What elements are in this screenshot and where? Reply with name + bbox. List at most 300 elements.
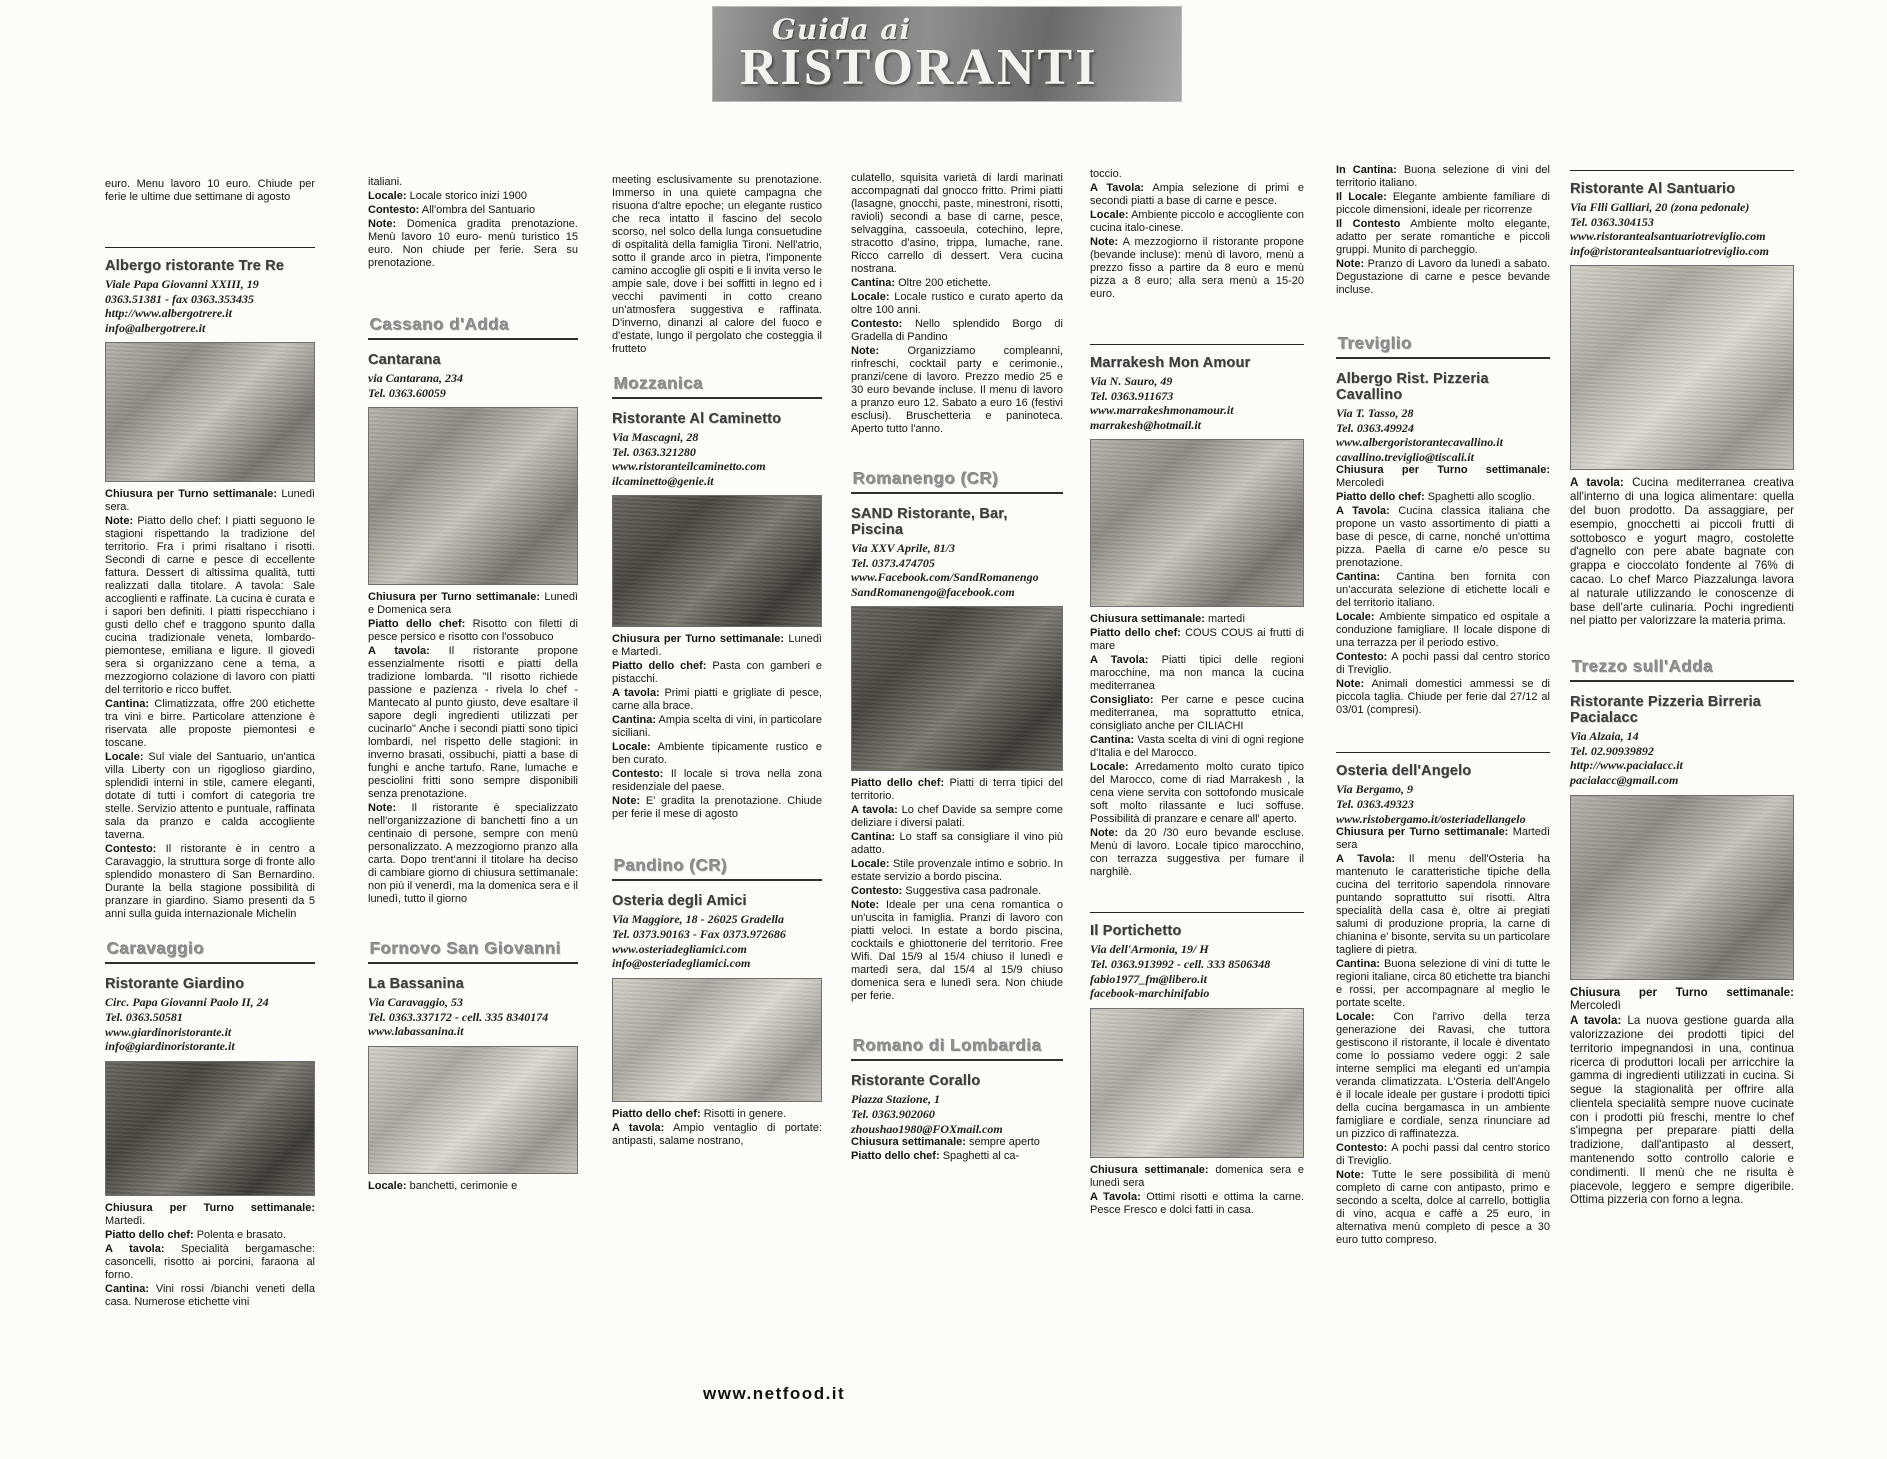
- portichetto-photo: [1090, 1008, 1304, 1158]
- field-label: Piatto dello chef:: [612, 1107, 701, 1120]
- address-line: www.Facebook.com/SandRomanengo: [851, 570, 1039, 585]
- address-line: info@osteriadegliamici.com: [612, 956, 751, 971]
- restaurant-name: Ristorante Giardino: [105, 976, 245, 993]
- tre-re-photo: [105, 342, 315, 482]
- entry-field: [368, 645, 578, 801]
- entry-field: [105, 1243, 315, 1282]
- field-text: E' gradita la prenotazione. Chiude per ferie il mese di agosto: [612, 795, 822, 821]
- field-text: Elegante ambiente familiare di piccole dimensioni, ideale per ricorrenze: [1336, 191, 1550, 216]
- address-line: info@ristorantealsantuariotreviglio.com: [1570, 243, 1770, 258]
- town-section-header: Romano di Lombardia: [851, 1036, 1063, 1061]
- spacer: [368, 271, 578, 297]
- guide-banner: [712, 6, 1182, 102]
- entry-field: [1090, 627, 1304, 653]
- entry-field: [851, 831, 1063, 857]
- field-label: Note:: [1336, 258, 1365, 270]
- address-line: Via Bergamo, 9: [1336, 782, 1414, 797]
- field-label: Chiusura per Turno settimanale:: [612, 633, 785, 646]
- address-line: Tel. 0363.902060: [851, 1106, 935, 1121]
- address-line: Tel. 0363.49323: [1336, 796, 1414, 811]
- address-line: Via N. Sauro, 49: [1090, 374, 1173, 388]
- address-line: via Cantarana, 234: [368, 371, 464, 385]
- entry-field: [1090, 182, 1304, 208]
- entry-field: [1090, 761, 1304, 826]
- restaurant-name: Osteria degli Amici: [612, 893, 747, 910]
- field-text: Arredamento molto curato tipico del Marocco, come di riad Marrakesh , la cena viene servita con sottofondo musicale soft molto rilassante e luci soffuse. Possibilità di pranzare e cenare all' aperto.: [1090, 761, 1304, 826]
- town-section-header: Trezzo sull'Adda: [1570, 657, 1794, 682]
- field-text: Per carne e pesce cucina mediterranea, ma soprattutto etnica, consigliato anche per CILIACHI: [1090, 694, 1304, 733]
- field-label: Chiusura per Turno settimanale:: [1336, 826, 1509, 839]
- pacialacc-photo: [1570, 795, 1794, 980]
- entry-field: [851, 1150, 1063, 1163]
- field-label: Contesto:: [851, 318, 903, 330]
- address-line: marrakesh@hotmail.it: [1090, 417, 1202, 432]
- address-line: http://www.albergotrere.it: [105, 306, 232, 321]
- town-section-header: Pandino (CR): [612, 856, 822, 881]
- field-text: Cantina ben fornita con un'accurata selezione di etichette locali e del territorio italiano.: [1336, 571, 1550, 610]
- entry-field: [105, 1202, 315, 1228]
- town-section-header: Fornovo San Giovanni: [368, 939, 578, 964]
- field-label: Piatto dello chef:: [1090, 627, 1181, 640]
- entry-field: [851, 345, 1063, 436]
- address-line: Via XXV Aprile, 81/3: [851, 541, 956, 555]
- address-line: Tel. 0363.50581: [105, 1009, 183, 1024]
- field-label: Consigliato:: [1090, 694, 1154, 707]
- address-line: Tel. 0363.337172 - cell. 335 8340174: [368, 1009, 549, 1024]
- field-text: Ambiente piccolo e accogliente con cucina italo-cinese.: [1090, 209, 1304, 234]
- entry-field: [1336, 678, 1550, 717]
- field-label: Piatto dello chef:: [1336, 491, 1425, 504]
- entry-field: [851, 1136, 1063, 1149]
- field-label: A tavola:: [105, 1242, 165, 1255]
- entry-field: [1570, 1014, 1794, 1207]
- field-label: Locale:: [368, 190, 407, 202]
- field-text: Cucina mediterranea creativa all'interno di una logica alimentare: quella del buon prodotto. Da assaggiare, per esempio, gnocchetti ai piccoli frutti di sottobosco e yogurt magro, costolette d'agnello con pere abate bagnate con grappa e cioccolato fondente al 76% di cacao. Lo chef Marco Piazzalunga lavora al naturale utilizzando le conoscenze di base dell'arte culinaria. Pochi ingredienti nel piatto per valorizzare la materia prima.: [1570, 476, 1794, 628]
- address-line: www.ristorantealsantuariotreviglio.com: [1570, 229, 1766, 244]
- field-text: Lunedì e Martedì.: [612, 633, 822, 659]
- entry-field: [1090, 613, 1304, 626]
- field-label: Cantina:: [1336, 571, 1380, 584]
- town-section-header: Caravaggio: [105, 939, 315, 964]
- field-text: Locale rustico e curato aperto da oltre 100 anni.: [851, 291, 1063, 316]
- address-line: Viale Papa Giovanni XXIII, 19: [105, 277, 259, 291]
- address-line: Via dell'Armonia, 19/ H: [1090, 942, 1209, 957]
- entry-field: [1336, 571, 1550, 610]
- newspaper-column-6: [1336, 130, 1550, 1248]
- field-text: Domenica gradita prenotazione. Menù lavoro 10 euro- menù turistico 15 euro. Non chiude per ferie. Sera su prenotazione.: [368, 218, 578, 269]
- address-line: Tel. 0363.304153: [1570, 214, 1654, 229]
- field-label: Note:: [612, 795, 641, 808]
- bassanina-photo: [368, 1046, 578, 1174]
- entry-field: [851, 858, 1063, 884]
- field-label: A Tavola:: [1090, 182, 1145, 194]
- entry-field: [105, 698, 315, 750]
- address-line: www.albergoristorantecavallino.it: [1336, 435, 1503, 450]
- address-line: Tel. 0363.911673: [1090, 388, 1174, 403]
- field-label: A Tavola:: [1090, 1190, 1141, 1203]
- entry-field: [851, 291, 1063, 317]
- address-line: Tel. 02.90939892: [1570, 743, 1654, 758]
- spacer: [105, 205, 315, 233]
- field-text: All'ombra del Santuario: [421, 204, 536, 216]
- field-label: A tavola:: [612, 687, 660, 700]
- field-label: A Tavola:: [1336, 853, 1395, 866]
- field-label: Contesto:: [1336, 651, 1388, 664]
- entry-field: [1090, 1191, 1304, 1217]
- marrakesh-photo: [1090, 439, 1304, 607]
- giardino-photo: [105, 1061, 315, 1196]
- field-label: Locale:: [851, 291, 890, 303]
- entry-field: [368, 591, 578, 617]
- town-section-header: Cassano d'Adda: [368, 315, 578, 340]
- field-text: Il ristorante è in centro a Caravaggio, la struttura sorge di fronte allo splendido monastero di San Bernardino. Durante la bella stagione possibilità di pranzare in giardino. Siamo presenti da 5 anni sulla guida internazionale Michelin: [105, 843, 315, 921]
- town-section-header: Treviglio: [1336, 334, 1550, 359]
- field-text: Lunedì sera.: [105, 488, 315, 514]
- field-text: Martedì sera: [1336, 826, 1550, 852]
- field-label: Contesto:: [105, 843, 157, 856]
- entry-field: [105, 843, 315, 921]
- field-text: A pochi passi dal centro storico di Treviglio.: [1336, 1142, 1551, 1168]
- field-label: Chiusura per Turno settimanale:: [105, 488, 278, 501]
- address-line: Tel. 0363.321280: [612, 444, 696, 459]
- field-text: Ampia scelta di vini, in particolare siciliani.: [612, 714, 822, 740]
- spacer: [851, 437, 1063, 451]
- field-text: Climatizzata, offre 200 etichette tra vini e birre. Particolare attenzione è riservata alle proposte piemontesi e toscane.: [105, 698, 315, 750]
- field-text: Il menu dell'Osteria ha mantenuto le caratteristiche tipiche della cucina del territorio sapendola rinnovare puntando soprattutto sui risotti. Altra specialità della casa è, oltre ai pregiati salumi di produzione propria, la carne di chianina e' bisonte, servita su un particolare tagliere di pietra.: [1336, 853, 1550, 957]
- address-line: Via Caravaggio, 53: [368, 995, 464, 1010]
- field-text: Il ristorante è specializzato nell'organizzazione di banchetti fino a un centinaio di persone, sempre con menù personalizzato. A mezzogiorno pranzo alla carta. Dopo trent'anni il titolare ha deciso di cambiare giorno di chiusura settimanale: non più il venerdì, ma la domenica sera e il lunedì, tutto il giorno: [368, 802, 578, 906]
- restaurant-name: Ristorante Al Caminetto: [612, 411, 782, 427]
- field-text: Spaghetti al ca-: [942, 1150, 1020, 1163]
- field-label: Cantina:: [612, 714, 656, 727]
- osteria-amici-photo: [612, 978, 822, 1102]
- spacer: [1336, 718, 1550, 738]
- sand-photo: [851, 606, 1063, 771]
- field-label: Note:: [1336, 678, 1365, 691]
- field-label: A tavola:: [368, 645, 430, 658]
- address-line: facebook-marchinifabio: [1090, 986, 1210, 1001]
- field-text: martedì: [1207, 613, 1246, 626]
- address-line: Circ. Papa Giovanni Paolo II, 24: [105, 995, 269, 1010]
- entry-field: [105, 515, 315, 697]
- field-label: Locale:: [105, 751, 144, 764]
- address-line: Piazza Stazione, 1: [851, 1092, 941, 1107]
- field-label: Cantina:: [851, 831, 895, 844]
- field-label: In Cantina:: [1336, 164, 1397, 176]
- spacer: [612, 822, 822, 838]
- footer-url: www.netfood.it: [703, 1384, 846, 1403]
- entry-field: [612, 741, 822, 767]
- address-line: www.ristoranteilcaminetto.com: [612, 459, 766, 474]
- address-line: http://www.pacialacc.it: [1570, 758, 1683, 773]
- field-label: Note:: [851, 345, 880, 357]
- entry-field: [1336, 464, 1550, 490]
- field-text: Buona selezione di vini del territorio italiano.: [1336, 164, 1550, 189]
- field-label: Piatto dello chef:: [105, 1228, 194, 1241]
- field-label: A tavola:: [612, 1121, 665, 1134]
- entry-field: [368, 802, 578, 906]
- spacer: [368, 907, 578, 921]
- address-line: SandRomanengo@facebook.com: [851, 584, 1015, 599]
- cantarana-photo: [368, 407, 578, 585]
- address-line: Via Mascagni, 28: [612, 430, 699, 444]
- entry-field: [1090, 209, 1304, 235]
- field-label: Chiusura per Turno settimanale:: [368, 591, 541, 604]
- restaurant-name: Il Portichetto: [1090, 923, 1182, 940]
- address-line: Tel. 0373.90163 - Fax 0373.972686: [612, 926, 786, 941]
- field-text: Ampia selezione di primi e secondi piatti a base di carne e pesce.: [1090, 182, 1305, 207]
- entry-field: [851, 804, 1063, 830]
- field-text: La nuova gestione guarda alla valorizzazione dei prodotti tipici del territorio impegnandosi in una, continua ricerca di produttori locali per arricchire la gamma di ingredienti utilizzati in cucina. Si segue la stagionalità per offrire alla clientela specialità sempre nuove cucinate con i prodotti più freschi, mentre lo chef s'impegna per preparare piatti della tradizione, dall'antipasto al dessert, mantenendo sotto controllo calorie e condimenti. Il menù che ne risulta è piacevole, leggero e sempre digeribile. Ottima pizzeria con forno a legna.: [1570, 1014, 1794, 1207]
- newspaper-column-2: [368, 130, 578, 1194]
- field-text: banchetti, cerimonie e: [409, 1179, 518, 1192]
- field-text: Sul viale del Santuario, un'antica villa Liberty con un rigoglioso giardino, splendidi interni in stile, camere eleganti, dotate di tutti i comfort di categoria tre stelle. Servizio attento e puntuale, raffinata sala da pranzo e calda accogliente taverna.: [105, 751, 315, 842]
- page-title: RISTORANTI: [740, 39, 1099, 96]
- field-text: Ambiente molto elegante, adatto per serate romantiche e piccoli gruppi. Munito di parcheggio.: [1336, 218, 1550, 256]
- divider-rule: [1090, 912, 1304, 913]
- address-line: Tel. 0363.913992 - cell. 333 8506348: [1090, 956, 1271, 971]
- field-label: Chiusura per Turno settimanale:: [1570, 985, 1794, 999]
- field-label: A Tavola:: [1090, 654, 1149, 667]
- field-label: Cantina:: [105, 698, 149, 711]
- field-text: Lo chef Davide sa sempre come deliziare i diversi palati.: [851, 804, 1063, 830]
- field-text: Martedì.: [105, 1214, 146, 1227]
- entry-field: [1336, 258, 1550, 297]
- newspaper-column-4: [851, 130, 1063, 1164]
- restaurant-name: Osteria dell'Angelo: [1336, 763, 1472, 780]
- entry-field: [1336, 164, 1550, 190]
- entry-field: [1336, 1169, 1550, 1247]
- divider-rule: [1336, 752, 1550, 753]
- address-line: Via Flli Galliari, 20 (zona pedonale): [1570, 200, 1750, 214]
- field-label: Contesto:: [612, 768, 664, 781]
- field-text: Ambiente tipicamente rustico e ben curato.: [612, 741, 822, 767]
- body-text: meeting esclusivamente su prenotazione. Immerso in una quiete campagna che risuona d'altre epoche; un elegante rustico che reca intatto il fascino del secolo scorso, nel solco della lunga consuetudine di ospitalità della famiglia Tironi. Nell'atrio, sotto il grande arco in pietra, l'imponente camino accoglie gli ospiti e li invita verso le ampie sale, dove i bei soffitti in legno ed i vecchi pavimenti in cotto creano un'atmosfera suggestiva e raffinata. D'inverno, dinanzi al calore del fuoco e d'estate, lungo il pergolato che costeggia il frutteto: [612, 174, 822, 355]
- field-text: Stile provenzale intimo e sobrio. In estate servizio a bordo piscina.: [851, 858, 1063, 884]
- address-line: pacialacc@gmail.com: [1570, 772, 1679, 787]
- entry-field: [1570, 476, 1794, 628]
- entry-field: [612, 768, 822, 794]
- newspaper-column-1: [105, 130, 315, 1310]
- address-line: www.marrakeshmonamour.it: [1090, 403, 1234, 418]
- address-line: info@albergotrere.it: [105, 320, 206, 335]
- entry-field: [1336, 191, 1550, 217]
- field-text: Oltre 200 etichette.: [898, 277, 992, 289]
- field-text: COUS COUS ai frutti di mare: [1090, 627, 1304, 653]
- newspaper-column-3: [612, 130, 822, 1149]
- restaurant-name: Albergo ristorante Tre Re: [105, 258, 285, 274]
- field-label: Locale:: [1090, 761, 1129, 774]
- field-text: Piatti tipici delle regioni marocchine, ma non manca la cucina mediterranea: [1090, 654, 1304, 693]
- field-label: Note:: [368, 802, 397, 815]
- newspaper-column-5: [1090, 130, 1304, 1218]
- field-text: Spaghetti allo scoglio.: [1427, 491, 1535, 504]
- field-label: Chiusura settimanale:: [1090, 613, 1205, 626]
- field-text: Lo staff sa consigliare il vino più adatto.: [851, 831, 1063, 857]
- entry-field: [1090, 654, 1304, 693]
- spacer: [1336, 298, 1550, 316]
- field-text: Pasta con gamberi e pistacchi.: [612, 660, 823, 686]
- entry-field: [851, 899, 1063, 1003]
- field-label: Note:: [368, 218, 397, 230]
- entry-field: [851, 885, 1063, 898]
- field-label: Locale:: [851, 858, 890, 871]
- field-label: Cantina:: [851, 277, 895, 289]
- santuario-photo: [1570, 265, 1794, 470]
- address-line: info@giardinoristorante.it: [105, 1039, 235, 1054]
- entry-field: [612, 660, 822, 686]
- town-section-header: Mozzanica: [612, 374, 822, 399]
- field-label: Locale:: [612, 741, 651, 754]
- entry-field: [1090, 827, 1304, 879]
- field-text: Primi piatti e grigliate di pesce, carne alla brace.: [612, 687, 822, 713]
- field-text: Ampio ventaglio di portate: antipasti, salame nostrano,: [612, 1121, 822, 1147]
- field-label: Piatto dello chef:: [851, 1150, 940, 1163]
- newspaper-column-7: [1570, 130, 1794, 1208]
- address-line: www.labassanina.it: [368, 1024, 464, 1039]
- field-text: Mercoledì: [1336, 477, 1385, 490]
- restaurant-name: Ristorante Pizzeria Birreria Pacialacc: [1570, 694, 1761, 727]
- entry-field: [1336, 491, 1550, 504]
- field-text: Mercoledì: [1570, 999, 1621, 1013]
- spacer: [1570, 629, 1794, 639]
- field-text: Piatti di terra tipici del territorio.: [851, 777, 1063, 803]
- field-label: Chiusura per Turno settimanale:: [1336, 464, 1550, 477]
- field-text: Organizziamo compleanni, rinfreschi, cocktail party e cerimonie., pranzi/cene di lavoro. Prezzo medio 25 e 30 euro bevande incluse. Il menu di lavoro a pranzo euro 12. Sabato a euro 16 (festivi esclusi). Bruschetteria e paninoteca. Aperto tutto l'anno.: [851, 345, 1063, 435]
- field-label: Note:: [1090, 827, 1119, 840]
- entry-field: [851, 277, 1063, 290]
- address-line: 0363.51381 - fax 0363.353435: [105, 291, 254, 306]
- entry-field: [368, 204, 578, 217]
- entry-field: [1090, 694, 1304, 733]
- field-label: Locale:: [1090, 209, 1129, 221]
- field-text: Vasta scelta di vini di ogni regione d'Italia e del Marocco.: [1090, 734, 1304, 760]
- town-section-header: Romanengo (CR): [851, 469, 1063, 494]
- entry-field: [368, 1180, 578, 1193]
- field-text: Tutte le sere possibilità di menù completo di carne con antipasto, primo e secondo a scelta, dolce al carrello, bottiglia di vino, acqua e caffè a 25 euro, in alternativa menù completo di pesce a 30 euro tutto compreso.: [1336, 1169, 1551, 1247]
- field-text: Ottimi risotti e ottima la carne. Pesce Fresco e dolci fatti in casa.: [1090, 1190, 1304, 1216]
- divider-rule: [1570, 170, 1794, 171]
- entry-field: [612, 1108, 822, 1121]
- field-label: Note:: [1090, 236, 1119, 248]
- address-line: fabio1977_fm@libero.it: [1090, 971, 1207, 986]
- entry-field: [851, 777, 1063, 803]
- field-label: Cantina:: [1090, 734, 1134, 747]
- address-line: Via T. Tasso, 28: [1336, 406, 1414, 420]
- field-text: Ideale per una cena romantica o un'uscita in famiglia. Pranzi di lavoro con piatti veloci. In estate a bordo piscina, cocktails e ghiottonerie del territorio. Free Wifi. Dal 15/9 al 15/4 chiuso il lunedì e martedì sera, dal 15/4 al 15/9 chiuso domenica sera e lunedì sera. Non chiude per ferie.: [851, 899, 1063, 1003]
- restaurant-name: La Bassanina: [368, 976, 464, 993]
- entry-field: [1336, 651, 1550, 677]
- entry-field: [105, 1229, 315, 1242]
- field-label: Locale:: [368, 1179, 407, 1192]
- restaurant-name: SAND Ristorante, Bar, Piscina: [851, 506, 1008, 538]
- field-label: Piatto dello chef:: [851, 777, 945, 790]
- field-label: Chiusura settimanale:: [851, 1136, 966, 1149]
- field-text: da 20 /30 euro bevande escluse. Menù di lavoro. Locale tipico marocchino, con terrazza suggestiva per fumare il narghilè.: [1090, 827, 1305, 879]
- field-text: domenica sera e lunedì sera: [1090, 1163, 1304, 1189]
- field-label: Piatto dello chef:: [612, 660, 707, 673]
- spacer: [1090, 880, 1304, 898]
- entry-field: [1090, 1164, 1304, 1190]
- entry-field: [612, 633, 822, 659]
- address-line: Via Maggiore, 18 - 26025 Gradella: [612, 912, 785, 927]
- entry-field: [1090, 734, 1304, 760]
- entry-field: [105, 751, 315, 842]
- field-label: Contesto:: [851, 885, 903, 898]
- body-text: euro. Menu lavoro 10 euro. Chiude per ferie le ultime due settimane di agosto: [105, 178, 315, 203]
- entry-field: [851, 318, 1063, 344]
- restaurant-name: Ristorante Al Santuario: [1570, 181, 1736, 197]
- field-text: Suggestiva casa padronale.: [905, 885, 1042, 898]
- field-text: Il ristorante propone essenzialmente risotti e piatti della tradizione lombarda. "Il risotto richiede passione e pazienza - rivela lo chef - Mantecato al punto giusto, deve esaltare il sapore degli ingredienti utilizzati per cucinarlo" Anche i secondi piatti sono tipici lombardi, nel rispetto delle stagioni: in inverno brasati, ossibuchi, piatti a base di funghi e anche tartufo. Rane, lumache e pesciolini fritti sono sempre disponibili senza prenotazione.: [368, 645, 578, 801]
- field-label: Piatto dello chef:: [368, 618, 466, 631]
- field-text: Risotto con filetti di pesce persico e risotto con l'ossobuco: [368, 618, 578, 644]
- entry-field: [612, 1122, 822, 1148]
- entry-field: [1090, 236, 1304, 301]
- field-label: Note:: [1336, 1169, 1365, 1182]
- entry-field: [1336, 826, 1550, 852]
- address-line: zhoushao1980@FOXmail.com: [851, 1121, 1003, 1136]
- field-text: Piatto dello chef: I piatti seguono le stagioni rispettando la tradizione del territorio. Fra i primi risaltano i risotti. Secondi di carne e pesce di eccellente fattura. Dessert di altissima qualità, tutti realizzati dalla titolare. A tavola: Sale accoglienti e raffinate. La cucina è curata e i sapori ben definiti. I piatti rispecchiano i gusti dello chef e traggono spunto dalla cucina tradizionale veneta, lombardo-piemontese, emiliana e ligure. Il giovedì sera si organizzano cene a tema, a mezzogiorno colazione di lavoro con piatti del territorio e ricco buffet.: [105, 515, 315, 697]
- field-label: Note:: [105, 515, 134, 528]
- entry-field: [612, 687, 822, 713]
- restaurant-name: Marrakesh Mon Amour: [1090, 355, 1251, 371]
- restaurant-name: Albergo Rist. Pizzeria Cavallino: [1336, 371, 1489, 403]
- field-label: A Tavola:: [1336, 505, 1390, 518]
- entry-field: [1336, 218, 1550, 257]
- entry-field: [1336, 505, 1550, 570]
- field-text: Locale storico inizi 1900: [409, 190, 527, 202]
- address-line: Tel. 0363.60059: [368, 385, 446, 400]
- field-text: Pranzo di Lavoro da lunedì a sabato. Degustazione di carne e pesce bevande incluse.: [1336, 258, 1550, 296]
- field-text: Il locale si trova nella zona residenziale del paese.: [612, 768, 823, 794]
- field-label: Cantina:: [1336, 958, 1380, 971]
- field-label: Chiusura settimanale:: [1090, 1163, 1209, 1176]
- field-label: Cantina:: [105, 1282, 149, 1295]
- spacer: [851, 1004, 1063, 1018]
- address-line: Tel. 0363.49924: [1336, 420, 1414, 435]
- field-label: A tavola:: [1570, 476, 1624, 490]
- entry-field: [368, 618, 578, 644]
- entry-field: [105, 488, 315, 514]
- address-line: ilcaminetto@genie.it: [612, 473, 714, 488]
- entry-field: [368, 190, 578, 203]
- entry-field: [105, 1283, 315, 1309]
- restaurant-name: Ristorante Corallo: [851, 1073, 981, 1090]
- entry-field: [1336, 958, 1550, 1010]
- field-text: Animali domestici ammessi se di piccola taglia. Chiude per ferie dal 27/12 al 03/01 (compresi).: [1336, 678, 1551, 717]
- entry-field: [368, 218, 578, 270]
- divider-rule: [1090, 344, 1304, 345]
- field-text: Buona selezione di vini di tutte le regioni italiane, circa 80 etichette tra bianchi e rossi, per accompagnare al meglio le portate scelte.: [1336, 958, 1551, 1010]
- address-line: www.ristobergamo.it/osteriadellangelo: [1336, 811, 1526, 826]
- address-line: Via Alzaia, 14: [1570, 729, 1639, 744]
- entry-field: [612, 714, 822, 740]
- entry-field: [1336, 853, 1550, 957]
- body-text: culatello, squisita varietà di lardi marinati accompagnati dal gnocco fritto. Primi piatti (lasagne, gnocchi, paste, minestroni, risotti, ravioli) secondi a base di carne, pesce, selvaggina, cassoeula, cotechino, lepre, stracotto d'asino, trippa, lumache, rane. Ricco carrello di dessert. Vera cucina nostrana.: [851, 172, 1063, 275]
- field-label: Il Contesto: [1336, 218, 1401, 230]
- body-text: toccio.: [1090, 168, 1122, 180]
- field-text: Ambiente simpatico ed ospitale a conduzione famigliare. Il locale dispone di una terrazza per il periodo estivo.: [1336, 611, 1550, 650]
- field-text: Vini rossi /bianchi veneti della casa. Numerose etichette vini: [105, 1282, 315, 1308]
- entry-field: [612, 795, 822, 821]
- field-text: Nello splendido Borgo di Gradella di Pandino: [851, 318, 1063, 343]
- entry-field: [1336, 1011, 1550, 1141]
- entry-field: [1336, 611, 1550, 650]
- entry-field: [1336, 1142, 1550, 1168]
- field-text: Risotti in genere.: [703, 1107, 787, 1120]
- field-label: Locale:: [1336, 611, 1375, 624]
